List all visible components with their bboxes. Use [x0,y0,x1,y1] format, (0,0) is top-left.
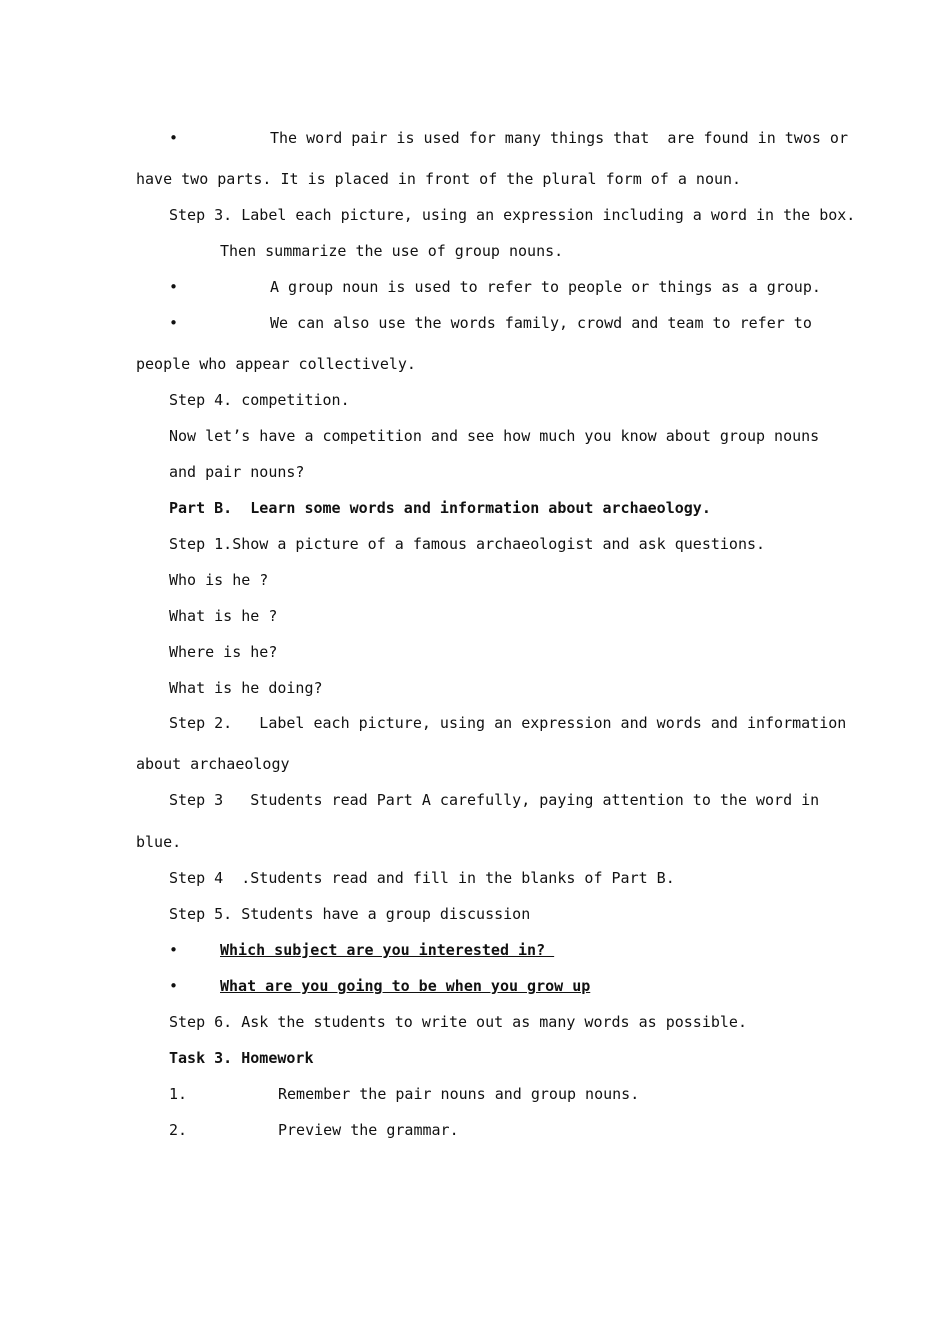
part-b-step1: Step 1.Show a picture of a famous archaeologist and ask questions. [169,535,766,553]
pair-noun-text-line2: have two parts. It is placed in front of the plural form of a noun. [136,170,742,188]
part-b-step4: Step 4 .Students read and fill in the blanks of Part B. [169,869,675,887]
part-b-step2-line2: about archaeology [136,755,290,773]
part-b-step3-line1: Step 3 Students read Part A carefully, paying attention to the word in [169,791,820,809]
group-noun-bullet1: A group noun is used to refer to people or things as a group. [270,278,821,296]
bullet: • [169,129,179,147]
competition-line3: and pair nouns? [169,463,305,481]
question: What is he ? [169,607,278,625]
pair-noun-text-line1: The word pair is used for many things that are found in twos or [270,129,848,147]
bullet: • [169,314,179,332]
question: Where is he? [169,643,278,661]
step3-line2: Then summarize the use of group nouns. [220,242,564,260]
bullet: • [169,977,179,995]
discussion-question: What are you going to be when you grow up [220,977,591,995]
question: What is he doing? [169,679,323,697]
question: Who is he ? [169,571,269,589]
group-noun-bullet2-line2: people who appear collectively. [136,355,416,373]
step3-line1: Step 3. Label each picture, using an expression including a word in the box. [169,206,856,224]
group-noun-bullet2-line1: We can also use the words family, crowd and team to refer to [270,314,812,332]
discussion-question: Which subject are you interested in? [220,941,555,959]
step4-competition: Step 4. competition. [169,391,350,409]
homework-item-number: 2. [169,1121,188,1139]
bullet: • [169,941,179,959]
part-b-heading: Part B. Learn some words and information about archaeology. [169,499,711,517]
part-b-step6: Step 6. Ask the students to write out as many words as possible. [169,1013,747,1031]
homework-item-text: Preview the grammar. [278,1121,459,1139]
part-b-step5: Step 5. Students have a group discussion [169,905,531,923]
part-b-step3-line2: blue. [136,833,182,851]
task3-heading: Task 3. Homework [169,1049,314,1067]
homework-item-number: 1. [169,1085,188,1103]
homework-item-text: Remember the pair nouns and group nouns. [278,1085,640,1103]
bullet: • [169,278,179,296]
part-b-step2-line1: Step 2. Label each picture, using an expression and words and information [169,714,847,732]
competition-line2: Now let’s have a competition and see how much you know about group nouns [169,427,820,445]
